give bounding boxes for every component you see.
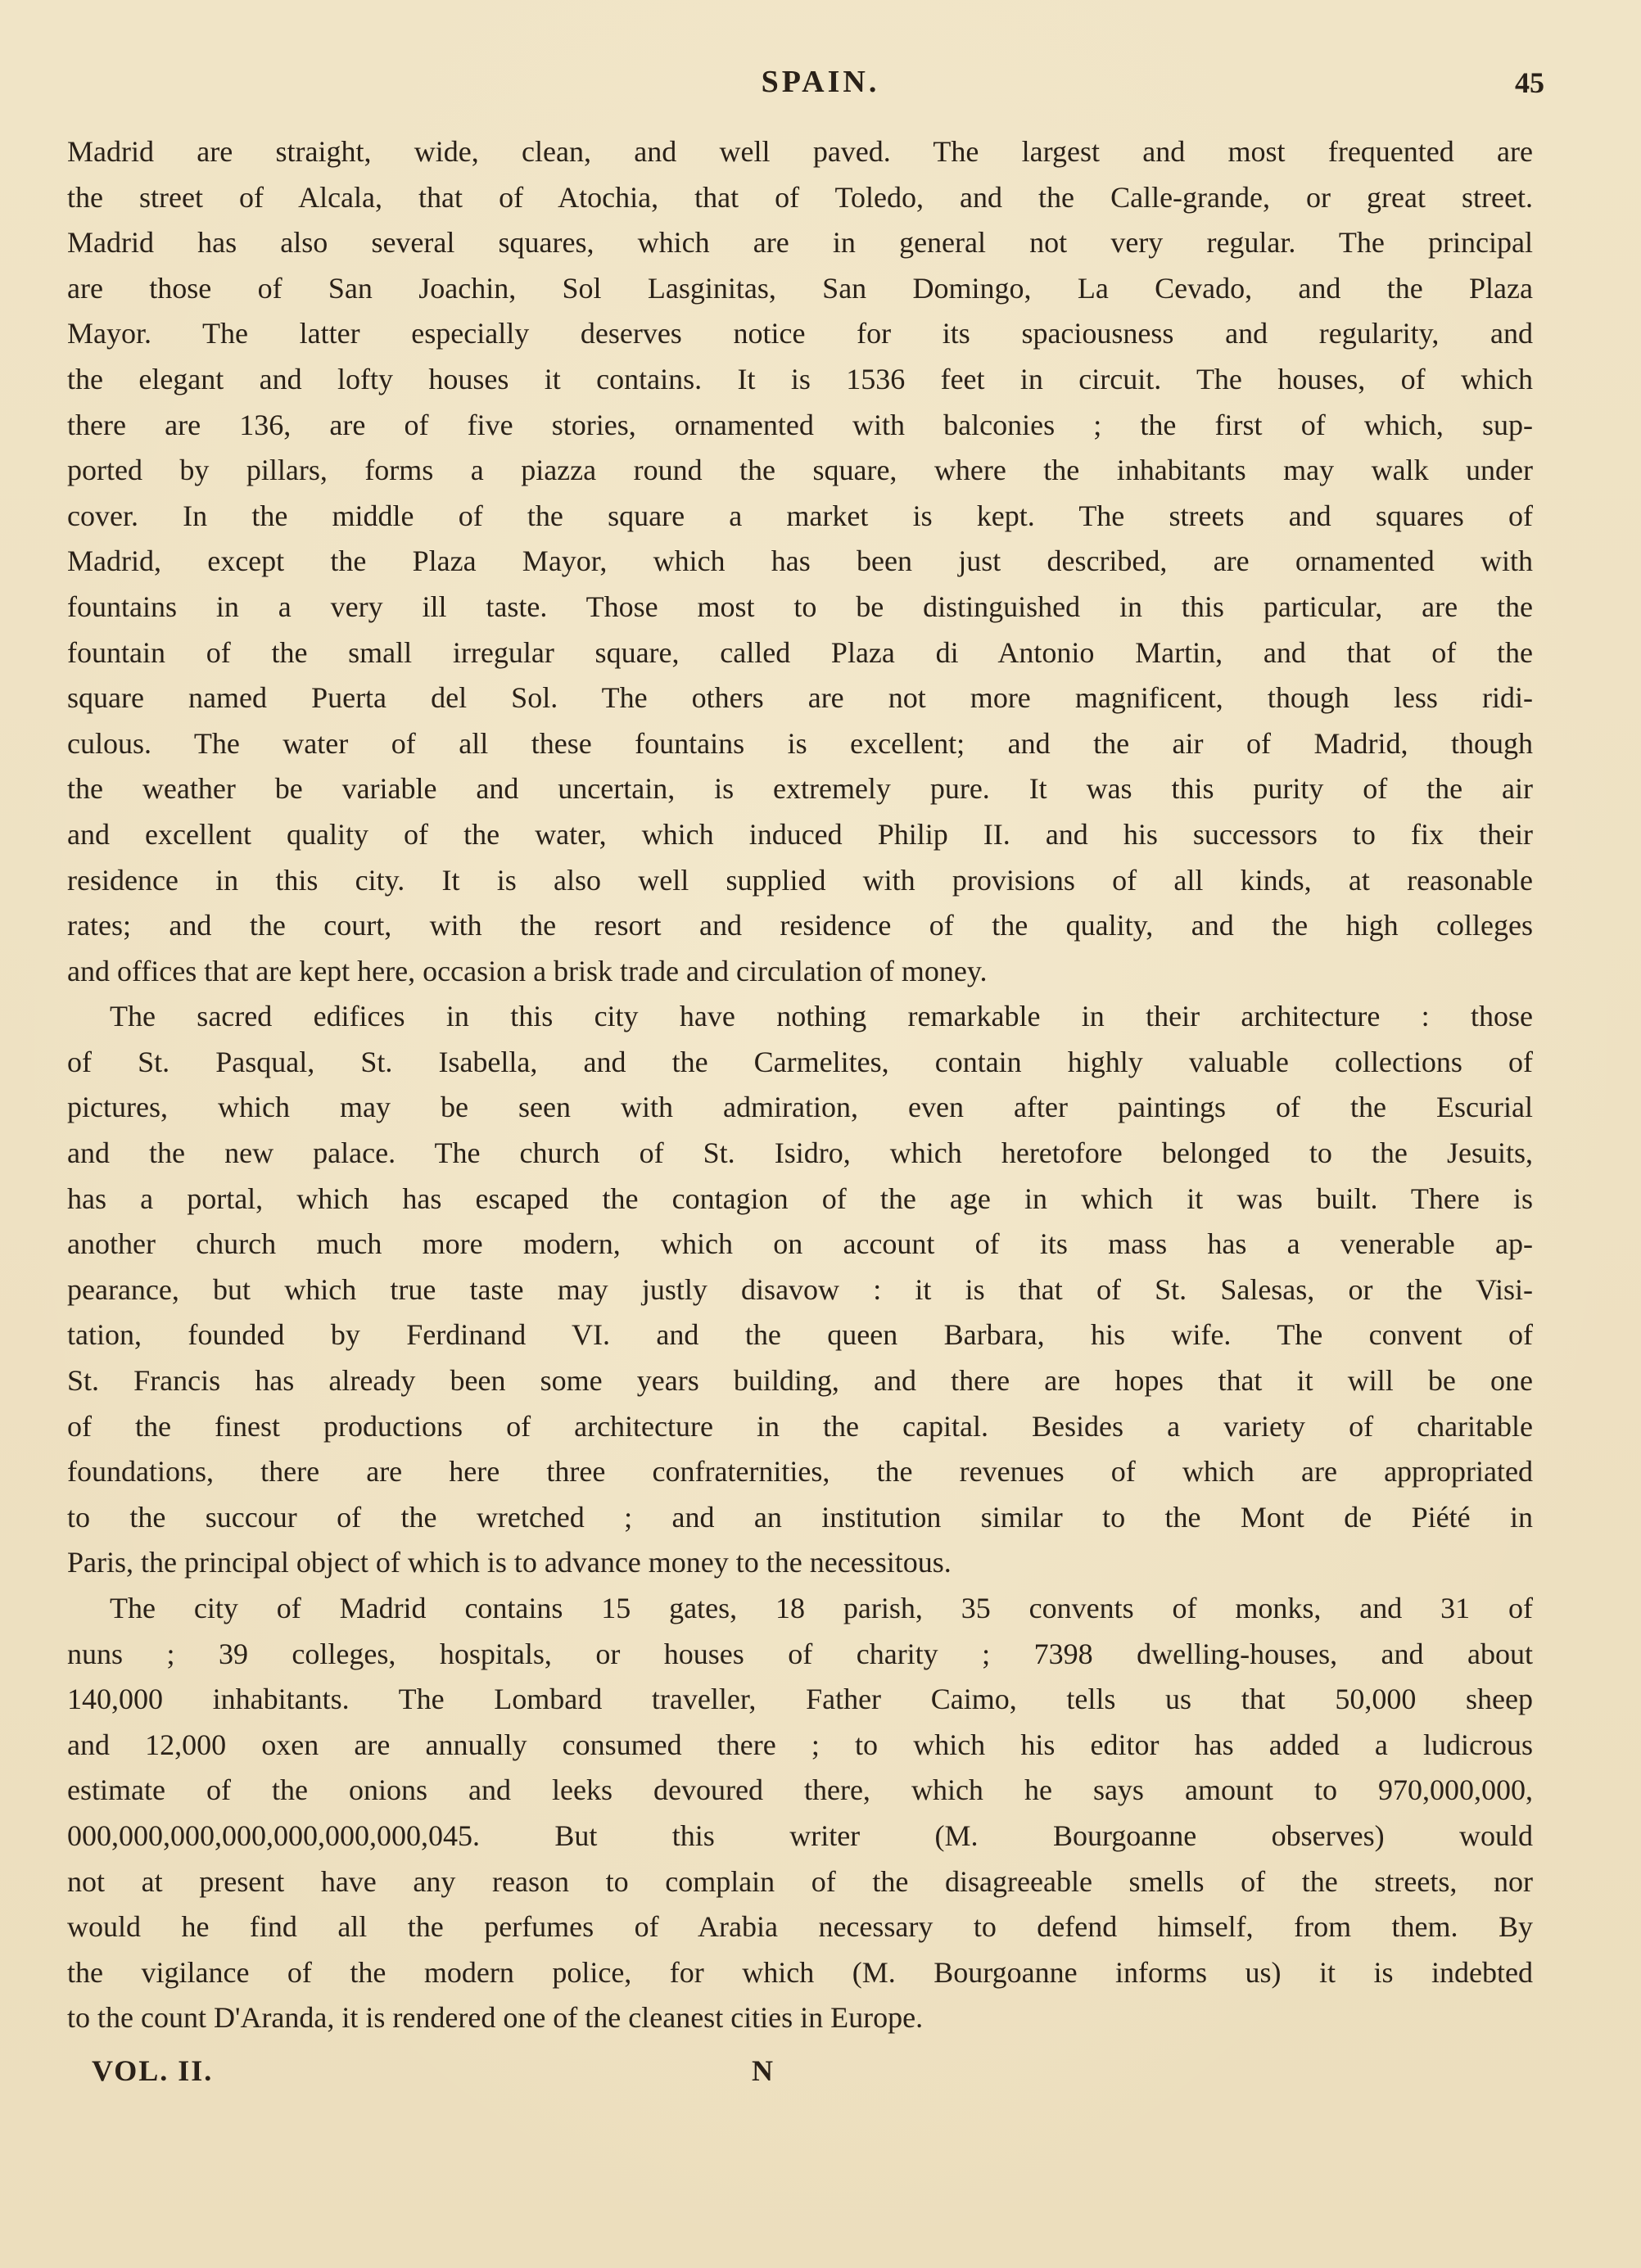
text-line: ported by pillars, forms a piazza round the square, where the inhabitants may walk under xyxy=(67,454,1533,487)
text-line: 140,000 inhabitants. The Lombard traveller, Father Caimo, tells us that 50,000 sheep xyxy=(67,1683,1533,1716)
paragraph-1 xyxy=(67,129,1533,994)
text-line: fountain of the small irregular square, called Plaza di Antonio Martin, and that of the xyxy=(67,635,1533,669)
page-footer xyxy=(92,2053,1074,2103)
text-line: St. Francis has already been some years building, and there are hopes that it will be one xyxy=(67,1364,1533,1398)
text-line: there are 136, are of five stories, ornamented with balconies ; the first of which, sup- xyxy=(67,408,1533,441)
text-line: and excellent quality of the water, which induced Philip II. and his successors to fix their xyxy=(67,817,1533,851)
paragraph-2 xyxy=(67,994,1533,1586)
text-line: the weather be variable and uncertain, is extremely pure. It was this purity of the air xyxy=(67,772,1533,806)
text-line: culous. The water of all these fountains is excellent; and the air of Madrid, though xyxy=(67,726,1533,760)
text-line: estimate of the onions and leeks devoured there, which he says amount to 970,000,000, xyxy=(67,1773,1533,1807)
text-line: to the succour of the wretched ; and an institution similar to the Mont de Piété in xyxy=(67,1500,1533,1534)
signature-mark: N xyxy=(752,2054,773,2087)
text-line: Madrid, except the Plaza Mayor, which has been just described, are ornamented with xyxy=(67,544,1533,578)
text-line: would he find all the perfumes of Arabia necessary to defend himself, from them. By xyxy=(67,1910,1533,1944)
text-line: Madrid has also several squares, which are in general not very regular. The principal xyxy=(67,226,1533,260)
text-line: The city of Madrid contains 15 gates, 18 parish, 35 convents of monks, and 31 of xyxy=(110,1592,1533,1624)
text-line: has a portal, which has escaped the contagion of the age in which it was built. There is xyxy=(67,1181,1533,1215)
text-line: not at present have any reason to complain of the disagreeable smells of the streets, nor xyxy=(67,1864,1533,1898)
body-text xyxy=(67,129,1533,2041)
text-line: the elegant and lofty houses it contains. It is 1536 feet in circuit. The houses, of which xyxy=(67,362,1533,395)
text-line: The sacred edifices in this city have nothing remarkable in their architecture : those xyxy=(110,1000,1533,1033)
text-line: nuns ; 39 colleges, hospitals, or houses of charity ; 7398 dwelling-houses, and about xyxy=(67,1637,1533,1670)
text-line: square named Puerta del Sol. The others are not more magnificent, though less ridi- xyxy=(67,681,1533,715)
text-line: Mayor. The latter especially deserves notice for its spaciousness and regularity, and xyxy=(67,317,1533,350)
paragraph-3 xyxy=(67,1586,1533,2041)
text-line: cover. In the middle of the square a market is kept. The streets and squares of xyxy=(67,499,1533,532)
text-line: are those of San Joachin, Sol Lasginitas, San Domingo, La Cevado, and the Plaza xyxy=(67,271,1533,305)
text-line: the street of Alcala, that of Atochia, that of Toledo, and the Calle-grande, or great street. xyxy=(67,180,1533,214)
text-line: pictures, which may be seen with admiration, even after paintings of the Escurial xyxy=(67,1091,1533,1124)
volume-marker: VOL. II. xyxy=(92,2054,214,2087)
text-line: the vigilance of the modern police, for which (M. Bourgoanne informs us) it is indebted xyxy=(67,1955,1533,1989)
text-line: tation, founded by Ferdinand VI. and the queen Barbara, his wife. The convent of xyxy=(67,1318,1533,1352)
text-line: of St. Pasqual, St. Isabella, and the Carmelites, contain highly valuable collections of xyxy=(67,1045,1533,1078)
text-line: another church much more modern, which on account of its mass has a venerable ap- xyxy=(67,1227,1533,1261)
text-line: to the count D'Aranda, it is rendered one of the cleanest cities in Europe. xyxy=(67,2001,924,2035)
running-title: SPAIN. xyxy=(761,65,880,99)
text-line: 000,000,000,000,000,000,000,045. But this writer (M. Bourgoanne observes) would xyxy=(67,1818,1533,1852)
text-line: foundations, there are here three confraternities, the revenues of which are appropriated xyxy=(67,1455,1533,1489)
text-line: Madrid are straight, wide, clean, and well paved. The largest and most frequented are xyxy=(67,135,1533,168)
text-line: rates; and the court, with the resort and residence of the quality, and the high colleges xyxy=(67,909,1533,942)
page-number: 45 xyxy=(1515,66,1544,99)
text-line: and offices that are kept here, occasion a brisk trade and circulation of money. xyxy=(67,954,988,987)
text-line: pearance, but which true taste may justly disavow : it is that of St. Salesas, or the Visi- xyxy=(67,1272,1533,1306)
text-line: and the new palace. The church of St. Isidro, which heretofore belonged to the Jesuits, xyxy=(67,1136,1533,1170)
text-line: residence in this city. It is also well supplied with provisions of all kinds, at reasonable xyxy=(67,863,1533,897)
page-header xyxy=(0,64,1641,113)
text-line: Paris, the principal object of which is to advance money to the necessitous. xyxy=(67,1546,952,1579)
text-line: and 12,000 oxen are annually consumed there ; to which his editor has added a ludicrous xyxy=(67,1728,1533,1761)
text-line: fountains in a very ill taste. Those most to be distinguished in this particular, are the xyxy=(67,590,1533,623)
text-line: of the finest productions of architecture in the capital. Besides a variety of charitable xyxy=(67,1409,1533,1443)
